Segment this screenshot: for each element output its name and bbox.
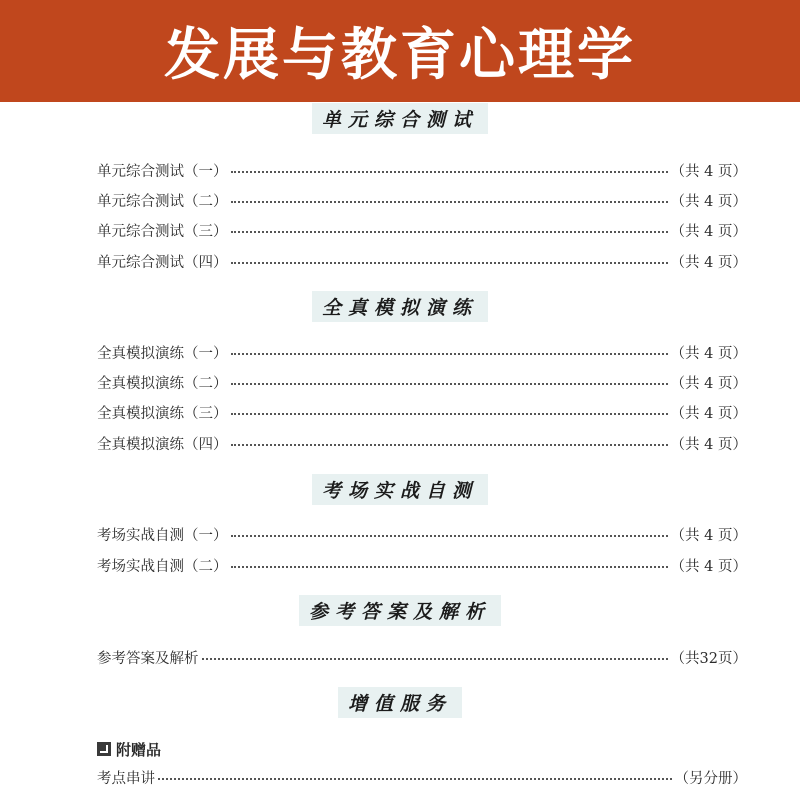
toc-item-label: 全真模拟演练（四） (97, 436, 228, 453)
toc-item-label: 考点串讲 (97, 770, 155, 787)
toc-item-label: 参考答案及解析 (97, 650, 199, 667)
toc-row (97, 766, 747, 788)
dot-leader (231, 566, 668, 568)
toc-row (97, 554, 747, 576)
section-heading-mock-exams (0, 289, 800, 323)
gift-heading (97, 738, 161, 760)
toc-row (97, 159, 747, 181)
toc-item-pages: （共32页） (670, 650, 747, 667)
section-heading-label: 单元综合测试 (312, 103, 488, 134)
toc-item-pages: （共 4 页） (670, 375, 747, 392)
toc-row (97, 646, 747, 668)
toc-item-label: 全真模拟演练（二） (97, 375, 228, 392)
section-heading-unit-tests (0, 101, 800, 135)
toc-item-pages: （共 4 页） (670, 345, 747, 362)
toc-item-pages: （共 4 页） (670, 223, 747, 240)
dot-leader (158, 778, 672, 780)
dot-leader (231, 383, 668, 385)
title-banner (0, 0, 800, 102)
dot-leader (231, 201, 668, 203)
toc-row (97, 371, 747, 393)
section-heading-answers (0, 593, 800, 627)
gift-heading-label: 附赠品 (116, 740, 162, 759)
dot-leader (231, 535, 668, 537)
toc-item-label: 考场实战自测（二） (97, 558, 228, 575)
section-heading-label: 全真模拟演练 (312, 291, 488, 322)
toc-item-label: 单元综合测试（一） (97, 163, 228, 180)
section-heading-label: 考场实战自测 (312, 474, 488, 505)
section-heading-label: 参考答案及解析 (299, 595, 501, 626)
toc-row (97, 189, 747, 211)
toc-item-label: 单元综合测试（二） (97, 193, 228, 210)
dot-leader (231, 231, 668, 233)
toc-item-pages: （另分册） (674, 770, 747, 787)
dot-leader (231, 262, 668, 264)
toc-item-pages: （共 4 页） (670, 436, 747, 453)
toc-item-pages: （共 4 页） (670, 163, 747, 180)
dot-leader (231, 413, 668, 415)
toc-item-pages: （共 4 页） (670, 405, 747, 422)
toc-item-pages: （共 4 页） (670, 527, 747, 544)
section-heading-value-added (0, 685, 800, 719)
toc-item-pages: （共 4 页） (670, 254, 747, 271)
dot-leader (231, 353, 668, 355)
bullet-square-icon (97, 742, 111, 756)
dot-leader (231, 171, 668, 173)
toc-item-pages: （共 4 页） (670, 558, 747, 575)
toc-item-label: 考场实战自测（一） (97, 527, 228, 544)
toc-row (97, 341, 747, 363)
dot-leader (202, 658, 668, 660)
toc-item-label: 全真模拟演练（一） (97, 345, 228, 362)
toc-item-label: 单元综合测试（三） (97, 223, 228, 240)
toc-row (97, 432, 747, 454)
toc-item-label: 单元综合测试（四） (97, 254, 228, 271)
toc-row (97, 401, 747, 423)
toc-item-label: 全真模拟演练（三） (97, 405, 228, 422)
toc-row (97, 523, 747, 545)
section-heading-self-tests (0, 472, 800, 506)
toc-item-pages: （共 4 页） (670, 193, 747, 210)
toc-row (97, 250, 747, 272)
dot-leader (231, 444, 668, 446)
section-heading-label: 增值服务 (338, 687, 462, 718)
book-title: 发展与教育心理学 (164, 23, 636, 88)
toc-row (97, 219, 747, 241)
